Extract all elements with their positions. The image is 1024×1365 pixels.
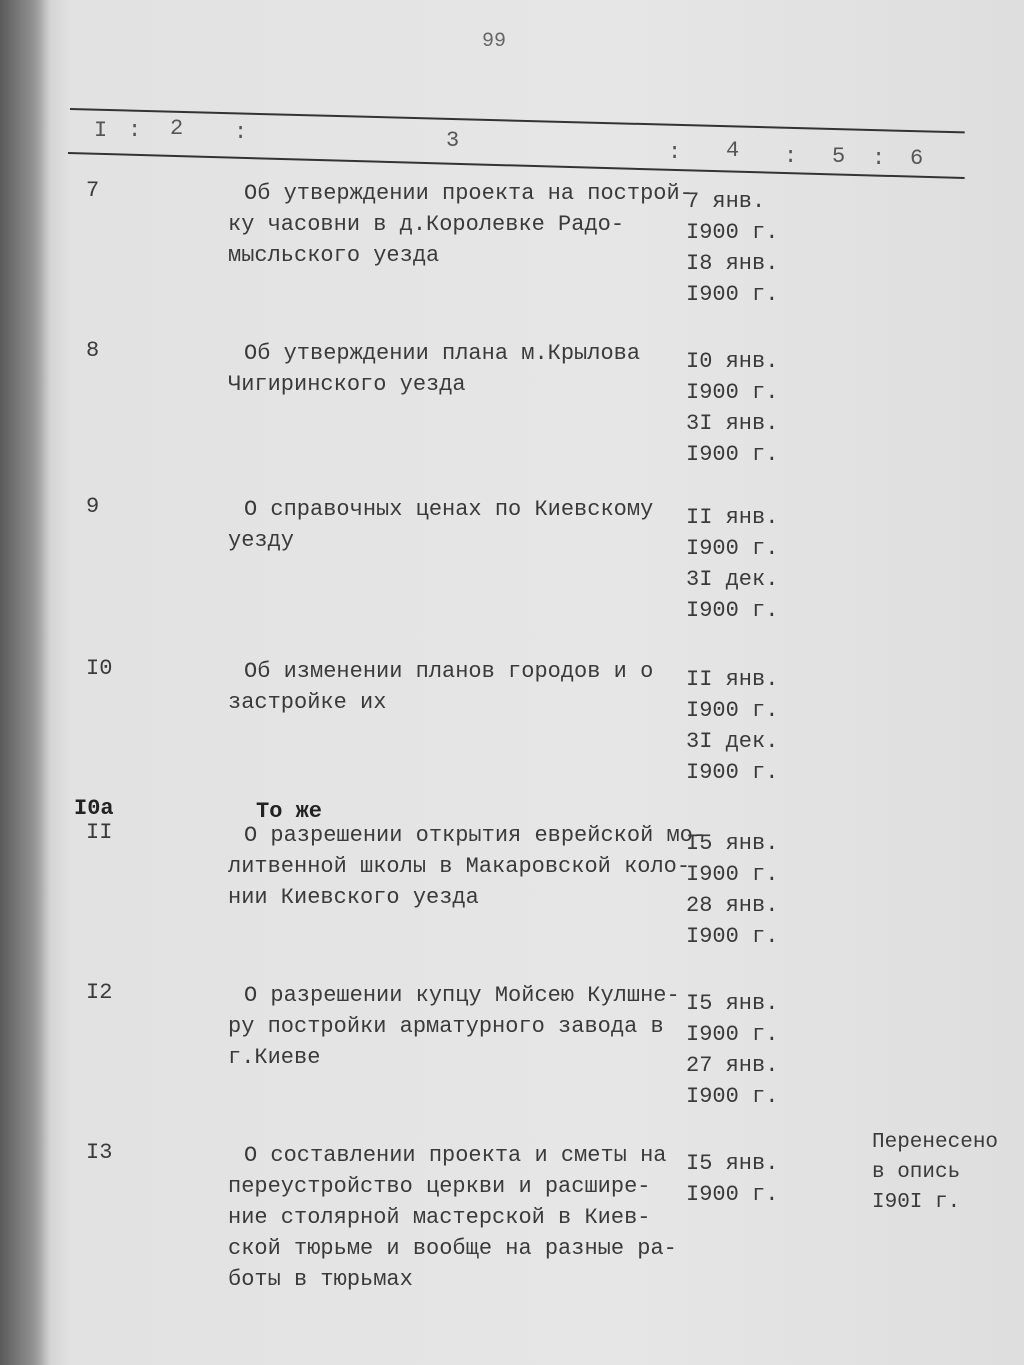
date-line: I900 г. <box>686 442 779 467</box>
title-cell <box>228 494 653 556</box>
row-number: 9 <box>86 494 100 519</box>
date-line: I5 янв. <box>686 991 779 1016</box>
title-line: литвенной школы в Макаровской коло- <box>228 854 691 879</box>
title-line: О разрешении открытия еврейской мо- <box>244 823 707 848</box>
title-line: ку часовни в д.Королевке Радо- <box>228 212 625 237</box>
title-line: О разрешении купцу Мойсею Кулшне- <box>244 983 680 1008</box>
note-line: Перенесено <box>872 1131 999 1154</box>
page-binding-edge <box>0 0 50 1365</box>
header-top-rule <box>70 108 965 133</box>
page-number: 99 <box>482 30 507 53</box>
row-number: 7 <box>86 178 100 203</box>
col-header-1: I <box>94 118 108 143</box>
date-line: I900 г. <box>686 380 779 405</box>
date-line: I900 г. <box>686 1182 779 1207</box>
date-line: I5 янв. <box>686 1151 779 1176</box>
col-header-4: 4 <box>726 138 740 163</box>
title-line: уезду <box>228 528 295 553</box>
title-line: переустройство церкви и расшире- <box>228 1174 651 1199</box>
title-line: О составлении проекта и сметы на <box>244 1143 667 1168</box>
row-number: II <box>86 820 113 845</box>
title-line: застройке их <box>228 690 387 715</box>
col-sep: : <box>668 140 682 165</box>
col-header-5: 5 <box>832 144 846 169</box>
title-line: ской тюрьме и вообще на разные ра- <box>228 1236 677 1261</box>
date-line: I900 г. <box>686 760 779 785</box>
date-line: 3I дек. <box>686 567 779 592</box>
date-line: 3I дек. <box>686 729 779 754</box>
date-cell <box>686 988 778 1112</box>
title-line: О справочных ценах по Киевскому <box>244 497 654 522</box>
date-line: I8 янв. <box>686 251 779 276</box>
title-cell <box>228 178 693 271</box>
date-line: 28 янв. <box>686 893 779 918</box>
date-cell <box>686 346 778 470</box>
date-line: I900 г. <box>686 924 779 949</box>
title-cell <box>228 980 680 1073</box>
header-bottom-rule <box>68 152 965 179</box>
title-line: мысльского уезда <box>228 243 440 268</box>
date-line: I900 г. <box>686 220 779 245</box>
col-header-2: 2 <box>170 116 184 141</box>
date-line: I900 г. <box>686 862 779 887</box>
date-cell <box>686 664 778 788</box>
date-cell <box>686 1148 778 1210</box>
col-header-6: 6 <box>910 146 924 171</box>
title-cell <box>228 656 653 718</box>
title-line: нии Киевского уезда <box>228 885 479 910</box>
date-line: 3I янв. <box>686 411 779 436</box>
title-cell <box>228 338 640 400</box>
row-number: I2 <box>86 980 113 1005</box>
date-line: I5 янв. <box>686 831 779 856</box>
col-sep: : <box>872 146 886 171</box>
title-line: ние столярной мастерской в Киев- <box>228 1205 651 1230</box>
note-cell <box>872 1128 998 1218</box>
date-line: I900 г. <box>686 1022 779 1047</box>
title-line: Об утверждении плана м.Крылова <box>244 341 641 366</box>
date-line: I900 г. <box>686 598 779 623</box>
col-sep: : <box>234 120 248 145</box>
date-line: I900 г. <box>686 536 779 561</box>
title-cell <box>228 820 706 913</box>
title-line: То же <box>256 799 323 824</box>
title-line: Об изменении планов городов и о <box>244 659 654 684</box>
col-header-3: 3 <box>446 128 460 153</box>
date-line: I0 янв. <box>686 349 779 374</box>
note-line: I90I г. <box>872 1191 961 1214</box>
date-line: I900 г. <box>686 698 779 723</box>
title-line: ру постройки арматурного завода в <box>228 1014 664 1039</box>
date-line: II янв. <box>686 667 779 692</box>
date-line: I900 г. <box>686 1084 779 1109</box>
note-line: в опись <box>872 1161 961 1184</box>
date-line: 7 янв. <box>686 189 766 214</box>
col-sep: : <box>784 144 798 169</box>
title-line: Чигиринского уезда <box>228 372 466 397</box>
date-cell <box>686 502 778 626</box>
title-line: боты в тюрьмах <box>228 1267 413 1292</box>
title-line: Об утверждении проекта на построй- <box>244 181 693 206</box>
row-number: I0 <box>86 656 113 681</box>
row-number: I0а <box>74 796 114 821</box>
row-number: 8 <box>86 338 100 363</box>
date-cell <box>686 828 778 952</box>
title-line: г.Киеве <box>228 1045 321 1070</box>
title-cell <box>228 1140 677 1295</box>
date-line: 27 янв. <box>686 1053 779 1078</box>
date-cell <box>686 186 778 310</box>
date-line: II янв. <box>686 505 779 530</box>
row-number: I3 <box>86 1140 113 1165</box>
col-sep: : <box>128 118 142 143</box>
date-line: I900 г. <box>686 282 779 307</box>
